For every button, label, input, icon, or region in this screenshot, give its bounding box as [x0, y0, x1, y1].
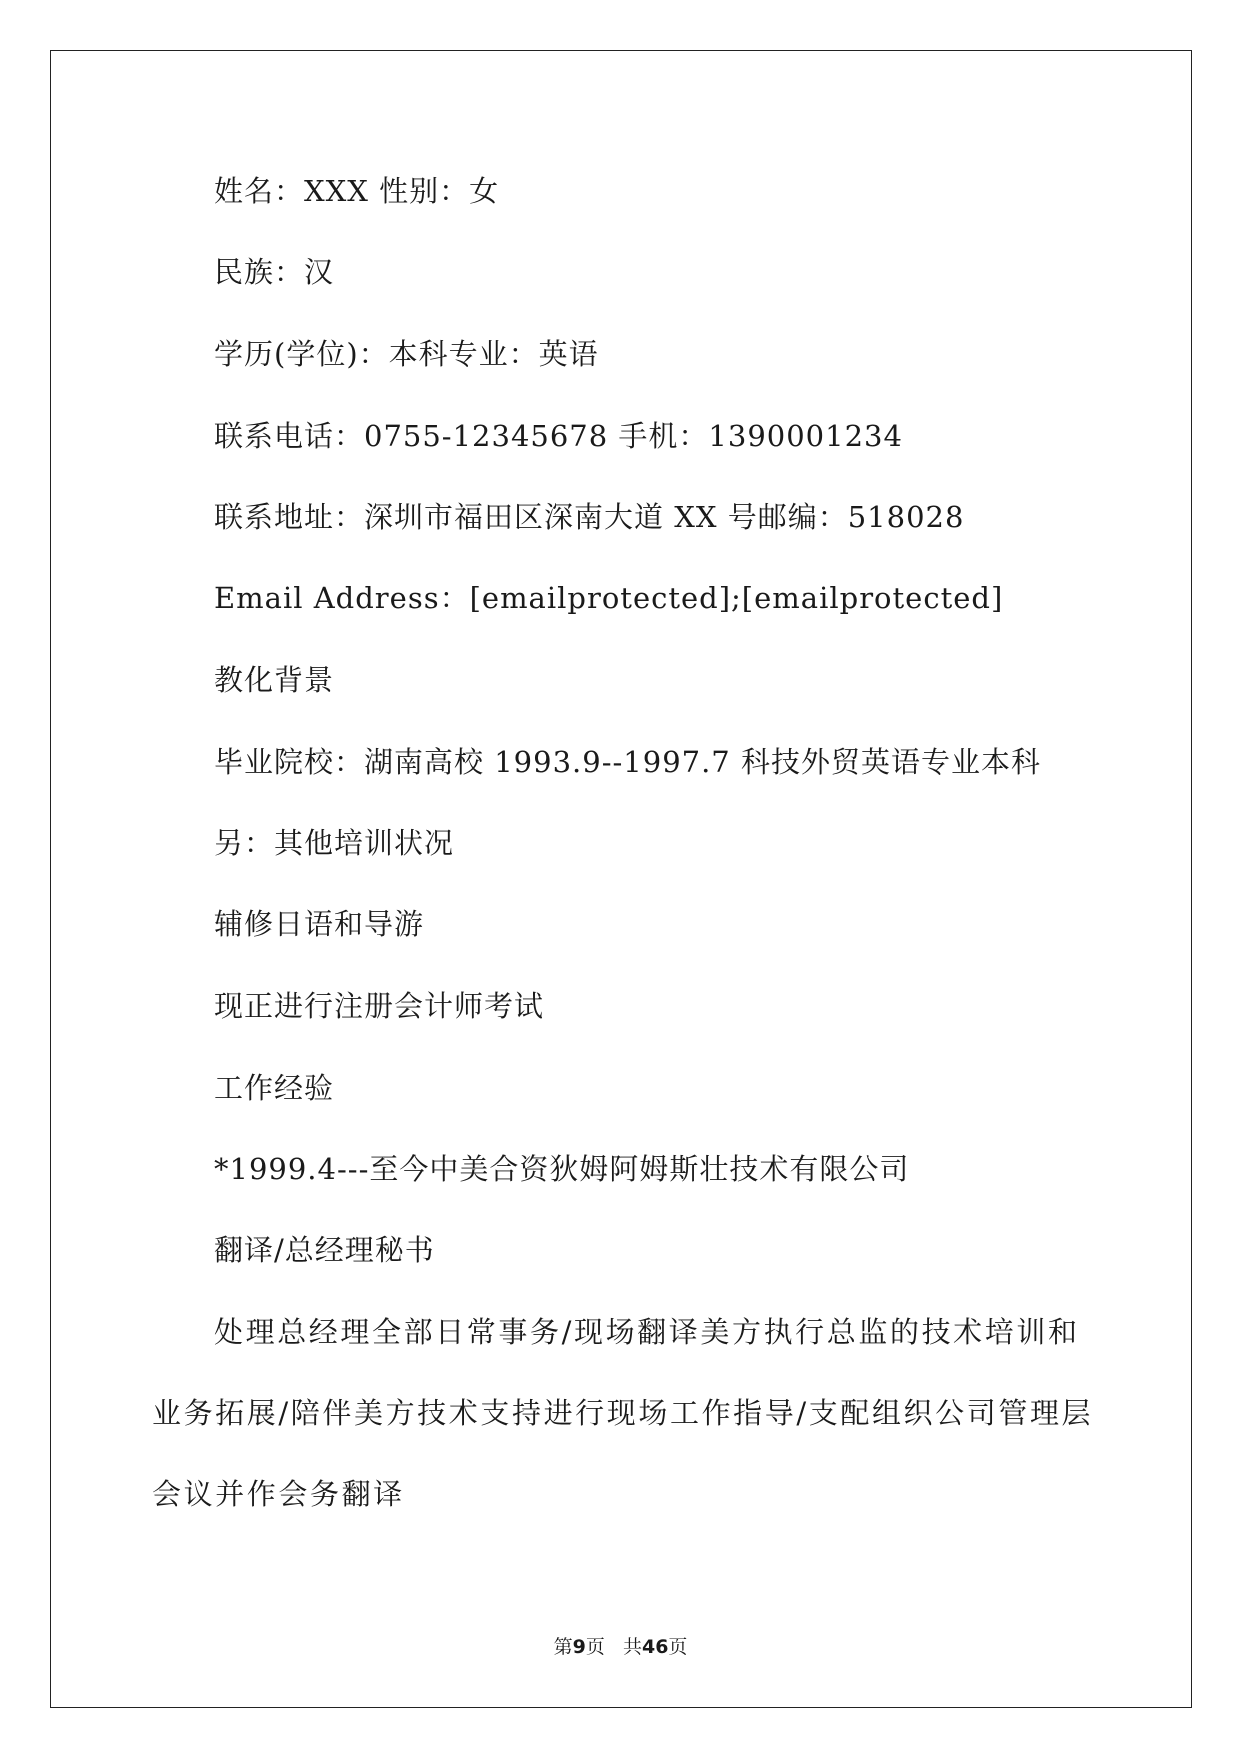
page-footer: [0, 1632, 1241, 1659]
field-other-training: 另：其他培训状况: [214, 826, 455, 860]
footer-prefix: 第: [553, 1636, 573, 1658]
footer-total-unit: 页: [668, 1636, 688, 1658]
field-phone: 联系电话：0755-12345678 手机：1390001234: [214, 419, 903, 453]
field-ethnicity: 民族：汉: [214, 255, 335, 289]
experience-duties-line-3: 会议并作会务翻译: [152, 1477, 405, 1511]
footer-page-number: 9: [572, 1636, 586, 1658]
experience-company: *1999.4---至今中美合资狄姆阿姆斯壮技术有限公司: [214, 1152, 910, 1186]
section-heading-education: 教化背景: [214, 663, 335, 697]
field-name-gender: 姓名：XXX 性别：女: [214, 174, 500, 208]
field-school: 毕业院校：湖南高校 1993.9--1997.7 科技外贸英语专业本科: [214, 745, 1041, 779]
field-address: 联系地址：深圳市福田区深南大道 XX 号邮编：518028: [214, 500, 965, 534]
experience-duties-line-1: 处理总经理全部日常事务/现场翻译美方执行总监的技术培训和: [214, 1315, 1080, 1349]
page-border: [50, 50, 1192, 1708]
footer-total-pages: 46: [641, 1636, 669, 1658]
field-education-major: 学历(学位)：本科专业：英语: [214, 337, 599, 371]
field-email: Email Address：[emailprotected];[emailprotected]: [214, 581, 1004, 615]
experience-position: 翻译/总经理秘书: [214, 1233, 435, 1267]
experience-duties-line-2: 业务拓展/陪伴美方技术支持进行现场工作指导/支配组织公司管理层: [152, 1396, 1094, 1430]
footer-total-prefix: 共: [622, 1636, 642, 1658]
training-item-japanese: 辅修日语和导游: [214, 907, 425, 941]
footer-page-unit: 页: [585, 1636, 605, 1658]
section-heading-experience: 工作经验: [214, 1071, 335, 1105]
training-item-cpa: 现正进行注册会计师考试: [214, 989, 545, 1023]
